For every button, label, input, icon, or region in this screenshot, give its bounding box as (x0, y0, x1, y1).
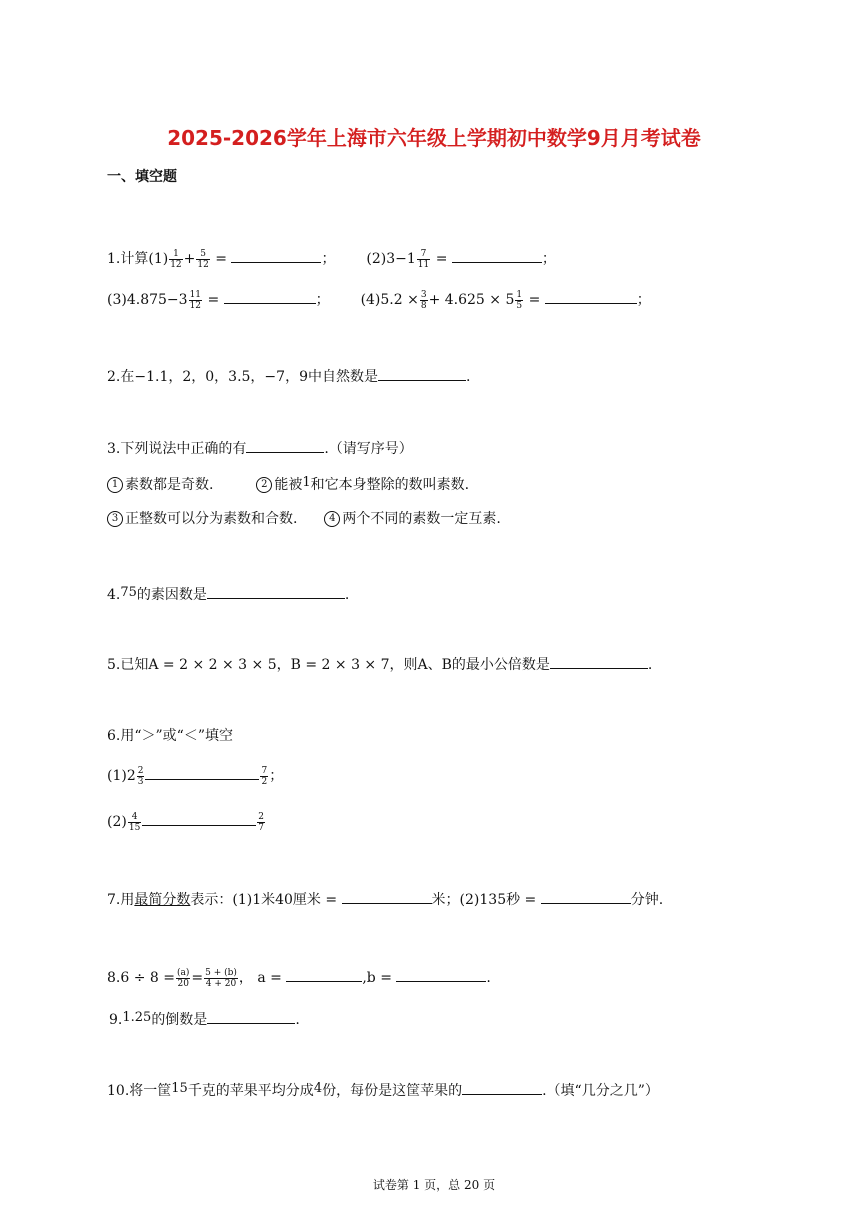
q1-sep-4: ； (636, 292, 651, 308)
question-7 (107, 889, 663, 910)
q10-prefix: 10.将一筐 (107, 1083, 172, 1099)
page-title: 2025-2026学年上海市六年级上学期初中数学9月月考试卷 (167, 126, 701, 150)
q1-prefix: 1.计算 (107, 251, 149, 267)
q6-p2-right-fraction: $\frac{2}{7}$ (258, 811, 265, 833)
q8-a-label: ， a = (238, 970, 282, 986)
q10-end: .（填“几分之几”） (542, 1083, 659, 1099)
q10-weight: 15 (171, 1081, 188, 1096)
q1-p3-eq: = (207, 292, 220, 308)
q6-p2-label: (2) (107, 814, 127, 830)
q1-p4-fraction-1: $\frac{3}{8}$ (420, 289, 427, 311)
q1-p2-eq: = (435, 251, 448, 267)
q1-p4-fraction-2: $\frac{1}{5}$ (516, 289, 523, 311)
q4-answer-blank[interactable] (207, 584, 345, 599)
q2-end: . (465, 369, 471, 385)
q3-text: 3.下列说法中正确的有 (107, 441, 247, 457)
q1-p3-label: (3)4.875−3 (107, 292, 188, 308)
q4-value: 75 (120, 585, 137, 600)
q7-link-term[interactable]: 最简分数 (134, 892, 191, 908)
question-3 (107, 438, 413, 459)
q9-text: 的倒数是 (151, 1012, 208, 1028)
q1-p4-label: (4)5.2 × (360, 292, 419, 308)
q1-p3-answer-blank[interactable] (224, 289, 316, 304)
q8-fraction-1: $\frac{(a)}{20}$ (177, 967, 190, 989)
q3-options-row-1 (107, 473, 469, 495)
q9-end: . (295, 1012, 300, 1028)
q6-text: 6.用“＞”或“＜”填空 (107, 728, 233, 744)
q2-text: 2.在−1.1，2，0，3.5，−7，9中自然数是 (107, 369, 378, 385)
option-2-marker: 2 (256, 477, 272, 493)
q5-end: . (647, 657, 653, 673)
q9-value: 1.25 (122, 1010, 152, 1025)
q6-p2-fraction: $\frac{4}{15}$ (128, 811, 141, 833)
option-2-text-b: 1 (302, 475, 311, 490)
q3-options-row-2 (107, 509, 501, 529)
q1-p2-label: (2)3−1 (366, 251, 416, 267)
q1-sep-3: ； (315, 292, 330, 308)
q8-eq: = (191, 970, 204, 986)
q10-text-1: 千克的苹果平均分成 (187, 1083, 314, 1099)
question-10 (107, 1079, 659, 1101)
q9-number: 9. (109, 1012, 123, 1028)
q1-sep-1: ； (321, 251, 336, 267)
q1-p2-fraction: $\frac{7}{11}$ (417, 248, 430, 270)
q1-p3-fraction: $\frac{11}{12}$ (189, 289, 202, 311)
q6-p1-right-fraction: $\frac{7}{2}$ (261, 765, 268, 787)
q6-part-1 (107, 765, 283, 787)
q3-end: .（请写序号） (324, 441, 413, 457)
q1-p1-answer-blank[interactable] (231, 248, 321, 263)
q4-number: 4. (107, 587, 121, 603)
option-2-text-c: 和它本身整除的数叫素数. (310, 477, 470, 493)
q1-p1-label: (1) (148, 251, 169, 267)
q6-p1-end: ； (269, 768, 284, 784)
q7-part-2: 米；(2)135秒 = (431, 892, 537, 908)
q1-p2-answer-blank[interactable] (452, 248, 542, 263)
q5-text: 5.已知A = 2 × 2 × 3 × 5，B = 2 × 3 × 7，则A、B的最小公倍数是 (107, 657, 550, 673)
q1-sep-2: ； (541, 251, 556, 267)
q1-p1-fraction-2: $\frac{5}{12}$ (197, 248, 209, 270)
q2-answer-blank[interactable] (378, 366, 466, 381)
q3-answer-blank[interactable] (246, 438, 324, 453)
question-8 (107, 967, 491, 989)
question-1-line-2 (107, 289, 651, 311)
q4-end: . (344, 587, 350, 603)
q7-part-1: 表示：(1)1米40厘米 = (190, 892, 338, 908)
q10-text-2: 份，每份是这筐苹果的 (322, 1083, 463, 1099)
q8-a-answer-blank[interactable] (286, 967, 362, 982)
q8-expr: 6 ÷ 8 = (120, 970, 175, 986)
q6-part-2 (107, 811, 266, 833)
option-3-text: 正整数可以分为素数和合数. (125, 511, 298, 527)
question-4 (107, 583, 349, 605)
q8-b-label: ,b = (362, 970, 392, 986)
q7-end: 分钟. (630, 892, 664, 908)
section-heading: 一、填空题 (107, 169, 177, 185)
q6-p1-fraction: $\frac{2}{3}$ (137, 765, 144, 787)
q6-p1-label: (1)2 (107, 768, 136, 784)
question-1-line-1 (107, 248, 556, 270)
q10-count: 4 (313, 1081, 323, 1096)
q7-prefix: 7.用 (107, 892, 135, 908)
q8-fraction-2: $\frac{5 + (b)}{4 + 20}$ (205, 967, 237, 989)
q8-b-answer-blank[interactable] (396, 967, 486, 982)
q1-p1-fraction-1: $\frac{1}{12}$ (170, 248, 182, 270)
option-2-text-a: 能被 (274, 477, 303, 493)
q1-p1-op: + (183, 251, 196, 267)
q7-p1-answer-blank[interactable] (342, 889, 432, 904)
option-4-marker: 4 (324, 511, 340, 527)
question-2 (107, 366, 470, 387)
q7-p2-answer-blank[interactable] (541, 889, 631, 904)
question-5 (107, 654, 652, 675)
option-1-text: 素数都是奇数. (125, 477, 214, 493)
option-1-marker: 1 (107, 477, 123, 493)
q4-text: 的素因数是 (136, 587, 207, 603)
q1-p4-answer-blank[interactable] (545, 289, 637, 304)
q1-p1-eq: = (215, 251, 228, 267)
q6-p1-answer-blank[interactable] (145, 765, 259, 780)
question-9 (109, 1008, 300, 1030)
question-6 (107, 726, 233, 746)
option-4-text: 两个不同的素数一定互素. (342, 511, 501, 527)
page-footer: 试卷第 1 页，总 20 页 (372, 1178, 496, 1192)
q6-p2-answer-blank[interactable] (142, 811, 256, 826)
q10-answer-blank[interactable] (462, 1080, 542, 1095)
q8-end: . (486, 970, 491, 986)
q1-p4-mid: + 4.625 × 5 (428, 292, 515, 308)
q5-answer-blank[interactable] (550, 654, 648, 669)
q1-p4-eq: = (528, 292, 541, 308)
q9-answer-blank[interactable] (207, 1009, 295, 1024)
q8-number: 8. (107, 970, 121, 986)
option-3-marker: 3 (107, 511, 123, 527)
